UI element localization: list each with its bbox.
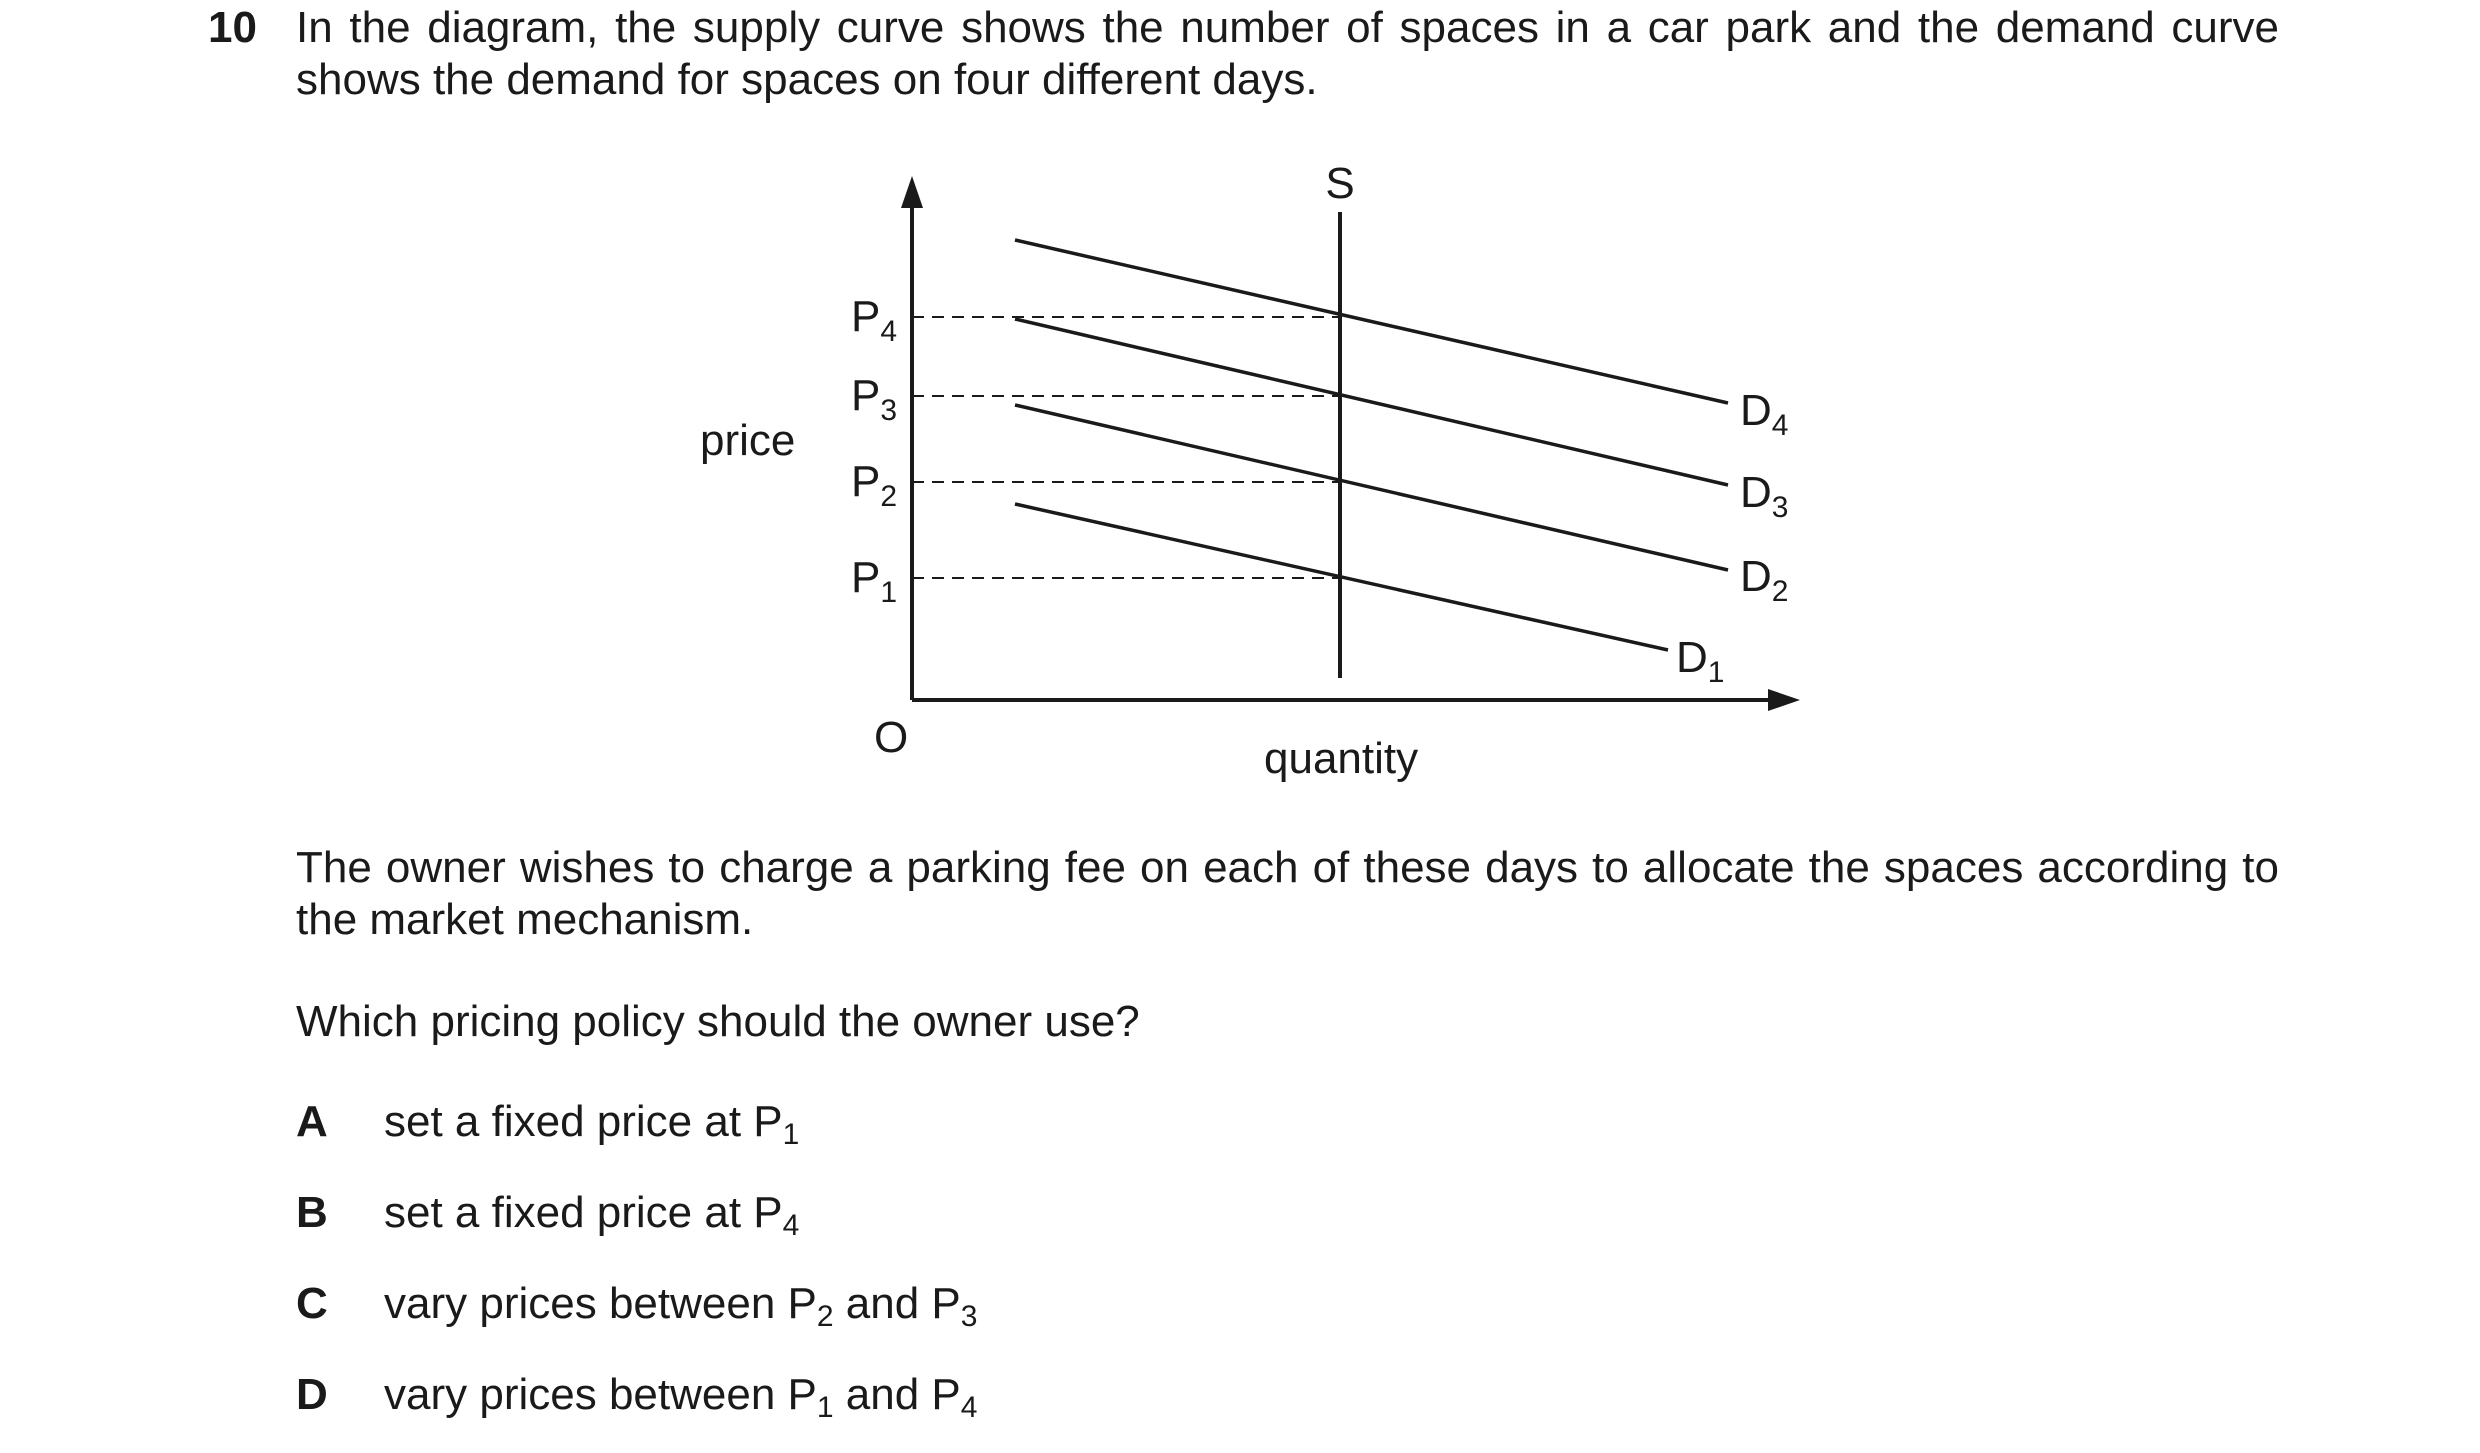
option-text-mid: and P (833, 1279, 961, 1328)
option-subscript: 4 (960, 1391, 978, 1424)
option-text: set a fixed price at P (384, 1188, 783, 1237)
y-axis-label: price (700, 416, 796, 465)
demand-label-d3: $D_3$ (1740, 468, 1789, 524)
option-text: set a fixed price at P (384, 1097, 783, 1146)
option-text-mid: and P (833, 1370, 961, 1419)
price-label-p1: $P_1$ (851, 553, 898, 609)
x-axis-arrow (1768, 689, 1800, 711)
option-d[interactable] (296, 1369, 978, 1424)
y-axis-arrow (901, 176, 923, 208)
question-stem: In the diagram, the supply curve shows the number of spaces in a car park and the demand curve shows the demand for spaces on four different days. (296, 3, 2279, 104)
option-letter: B (296, 1188, 328, 1237)
option-letter: C (296, 1279, 328, 1328)
supply-label: S (1325, 159, 1355, 208)
option-text: vary prices between P (384, 1370, 817, 1419)
option-subscript: 2 (816, 1300, 834, 1333)
demand-curve-d4 (1015, 240, 1728, 403)
demand-label-d1: $D_1$ (1676, 633, 1725, 689)
option-c[interactable] (296, 1278, 978, 1333)
origin-label: O (874, 713, 909, 762)
price-label-p2: $P_2$ (851, 457, 898, 513)
option-letter: A (296, 1097, 328, 1146)
option-subscript: 1 (816, 1391, 834, 1424)
demand-curve-d3 (1015, 319, 1728, 485)
price-label-p4: $P_4$ (851, 292, 898, 348)
option-subscript: 4 (782, 1209, 800, 1242)
x-axis-label: quantity (1264, 734, 1419, 783)
demand-curve-d2 (1015, 405, 1728, 570)
demand-label-d4: $D_4$ (1740, 386, 1789, 442)
question-followup: The owner wishes to charge a parking fee on each of these days to allocate the spaces according to the market mechanism. (296, 843, 2279, 944)
price-label-p3: $P_3$ (851, 371, 898, 427)
option-a[interactable] (296, 1096, 800, 1151)
question-prompt: Which pricing policy should the owner use? (296, 997, 1140, 1046)
option-text: vary prices between P (384, 1279, 817, 1328)
option-subscript: 3 (960, 1300, 978, 1333)
option-b[interactable] (296, 1187, 800, 1242)
demand-label-d2: $D_2$ (1740, 552, 1789, 608)
option-letter: D (296, 1370, 328, 1419)
question-number: 10 (208, 3, 257, 52)
option-subscript: 1 (782, 1118, 800, 1151)
